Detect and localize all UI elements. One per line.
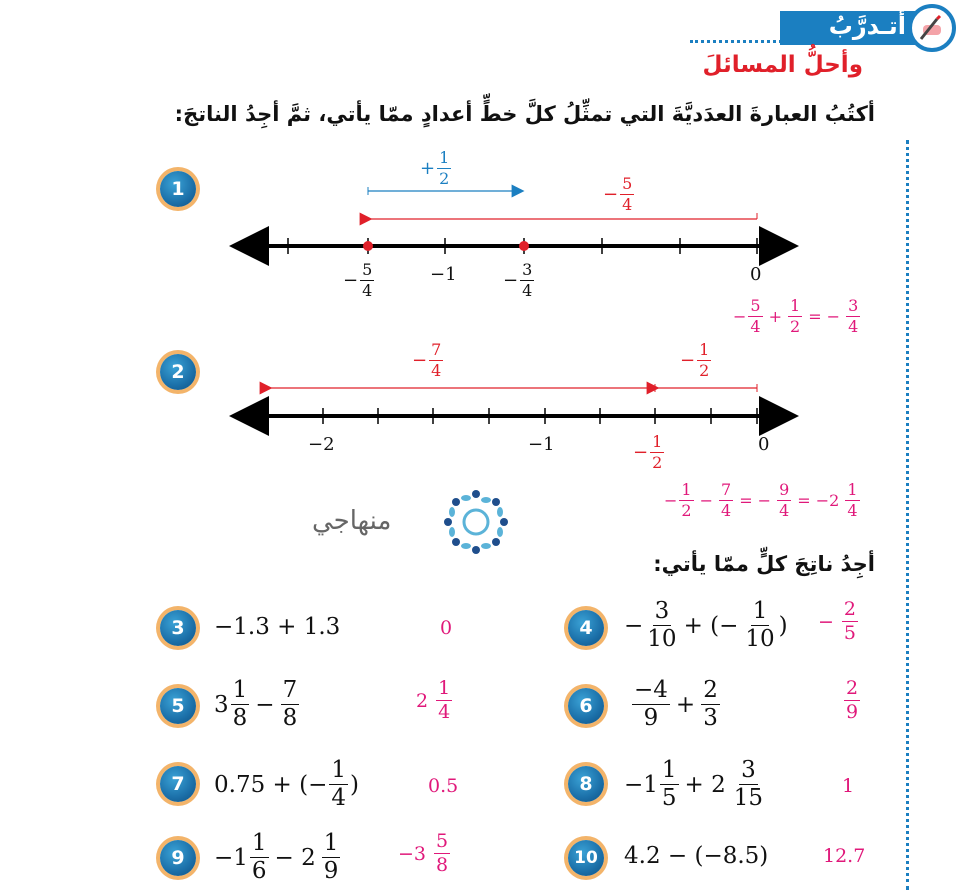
instruction-2: أجِدُ ناتِجَ كلٍّ ممّا يأتي:	[653, 552, 875, 576]
exercise-8-answer: 1	[842, 775, 855, 797]
exercise-5-answer: 2 $\frac{1}{4}$	[416, 677, 451, 723]
problem-number-2: 2	[160, 354, 196, 390]
header-badge	[770, 8, 958, 48]
problem-number-1: 1	[160, 171, 196, 207]
exercise-number-8: 8	[568, 766, 604, 802]
tick-label-0: 0	[750, 264, 762, 285]
logo-text: منهاجي	[312, 506, 392, 536]
exercise-3-answer: 0	[440, 617, 453, 639]
header-subtitle: وأحلُّ المسائلَ	[702, 52, 863, 78]
exercise-number-10: 10	[568, 840, 604, 876]
exercise-4-expression: − $\frac{3}{10}$ + (− $\frac{1}{10}$ )	[624, 598, 788, 652]
tick-label-neg-1: −1	[430, 264, 457, 285]
number-line-2	[225, 370, 805, 440]
exercise-9-answer: −3 $\frac{5}{8}$	[398, 830, 449, 876]
exercise-number-6: 6	[568, 688, 604, 724]
exercise-10-expression: 4.2 − (−8.5)	[624, 843, 769, 869]
point-neg-5-4	[363, 241, 373, 251]
exercise-number-3: 3	[160, 610, 196, 646]
exercise-4-answer: − $\frac{2}{5}$	[818, 598, 857, 644]
arrow-label-minus-1-2: − $\frac{1}{2}$	[680, 340, 710, 380]
side-dotted-rule	[906, 140, 909, 890]
point-neg-3-4	[519, 241, 529, 251]
exercise-number-4: 4	[568, 610, 604, 646]
point-label-neg-1-2: − $\frac{1}{2}$	[633, 432, 663, 472]
exercise-8-expression: −1 $\frac{1}{5}$ + 2 $\frac{3}{15}$	[624, 757, 764, 811]
tick-label-0-b: 0	[758, 434, 770, 455]
arrow-label-minus-7-4: − $\frac{7}{4}$	[412, 340, 442, 380]
exercise-6-answer: $\frac{2}{9}$	[846, 677, 859, 723]
pencil-hand-icon	[908, 4, 956, 52]
tick-label-neg-2: −2	[308, 434, 335, 455]
arrow-label-plus-half: + $\frac{1}{2}$	[420, 148, 450, 188]
header-dotted-rule	[690, 40, 782, 43]
exercise-5-expression: 3 $\frac{1}{8}$ − $\frac{7}{8}$	[214, 677, 298, 731]
exercise-number-7: 7	[160, 766, 196, 802]
exercise-number-9: 9	[160, 840, 196, 876]
exercise-10-answer: 12.7	[823, 845, 866, 867]
tick-label-neg-1-b: −1	[528, 434, 555, 455]
exercise-6-expression: $\frac{-4}{9}$ + $\frac{2}{3}$	[634, 677, 718, 731]
instruction-1: أكتُبُ العبارةَ العدَديَّةَ التي تمثِّلُ كلَّ خطٍّ أعدادٍ ممّا يأتي، ثمَّ أجِدُ الناتجَ:	[174, 102, 875, 126]
problem-1-answer: − $\frac{5}{4}$ + $\frac{1}{2}$ = − $\frac{3}{4}$	[733, 296, 859, 336]
number-line-1	[225, 150, 805, 270]
tick-label-neg-5-4: − $\frac{5}{4}$	[343, 260, 373, 300]
exercise-9-expression: −1 $\frac{1}{6}$ − 2 $\frac{1}{9}$	[214, 830, 339, 884]
exercise-7-expression: 0.75 + (− $\frac{1}{4}$ )	[214, 757, 359, 811]
people-circle-icon	[440, 486, 512, 558]
problem-2-answer: − $\frac{1}{2}$ − $\frac{7}{4}$ = − $\frac{9}{4}$ = −2 $\frac{1}{4}$	[664, 480, 858, 520]
header-title: أتـدرَّبُ	[828, 12, 906, 40]
tick-label-neg-3-4: − $\frac{3}{4}$	[503, 260, 533, 300]
exercise-3-expression: −1.3 + 1.3	[214, 614, 341, 640]
exercise-number-5: 5	[160, 688, 196, 724]
arrow-label-minus-5-4: − $\frac{5}{4}$	[603, 174, 633, 214]
exercise-7-answer: 0.5	[428, 775, 459, 797]
minhaji-logo	[312, 486, 512, 558]
